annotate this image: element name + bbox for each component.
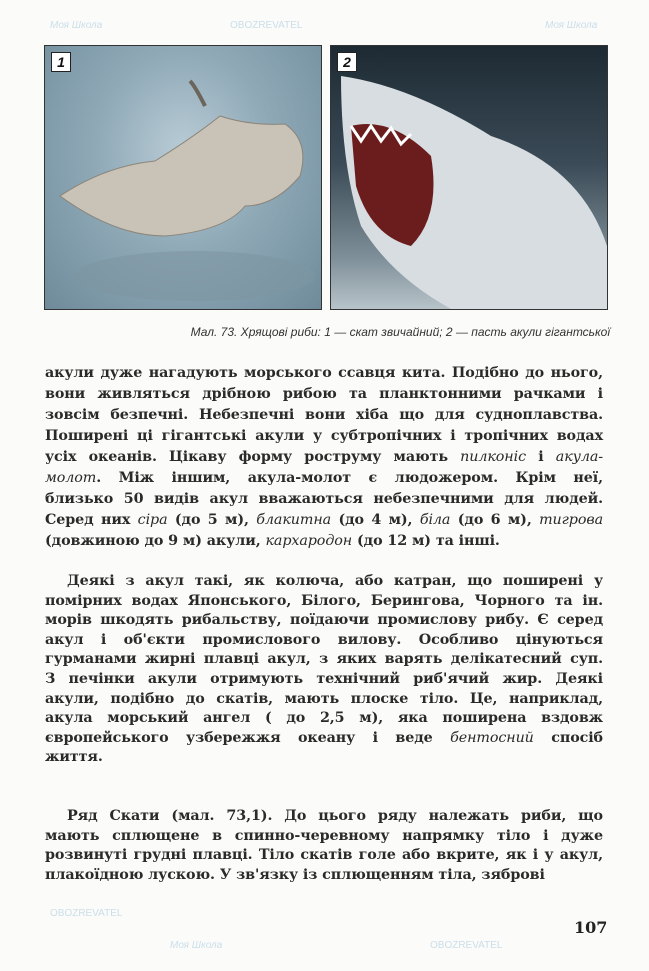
text-segment: зовсім безпечні. Небезпечні вони хіба що для судноплавства. xyxy=(45,407,603,423)
text-line xyxy=(45,510,603,530)
text-segment: плакоїдною лускою. У зв'язку із сплющенням тіла, зяброві xyxy=(45,866,545,883)
text-segment: європейського узбережжя океану і веде xyxy=(45,729,451,746)
text-segment: мають сплющене в спинно-черевному напрямку тіло і дуже xyxy=(45,827,603,844)
figure-caption: Мал. 73. Хрящові риби: 1 — скат звичайний; 2 — пасть акули гігантської xyxy=(190,325,610,339)
italic-term: пилконіс xyxy=(460,449,527,465)
text-line xyxy=(45,669,603,689)
text-segment: (довжиною до 9 м) акули, xyxy=(45,533,266,549)
text-segment: усіх океанів. Цікаву форму роструму мають xyxy=(45,449,461,465)
text-segment: і xyxy=(526,449,556,465)
text-line xyxy=(45,426,603,446)
text-segment: (до 5 м), xyxy=(167,512,257,528)
text-line xyxy=(45,384,603,404)
text-line xyxy=(45,571,603,591)
figure-badge-2: 2 xyxy=(337,52,357,72)
text-segment: близько 50 видів акул вважаються небезпечними для людей. xyxy=(45,491,603,507)
text-line xyxy=(45,747,603,767)
photo-shark-jaws xyxy=(330,45,608,310)
text-line xyxy=(45,447,603,467)
text-line xyxy=(45,363,603,383)
text-line xyxy=(45,489,603,509)
shark-illustration xyxy=(331,46,607,309)
text-segment: морів шкодять рибальству, поїдаючи промислову рибу. Є серед xyxy=(45,612,603,629)
photo-stingray xyxy=(44,45,322,310)
text-line xyxy=(45,806,603,826)
text-segment: Серед них xyxy=(45,512,138,528)
text-line xyxy=(45,708,603,728)
watermark: Моя Школа xyxy=(170,940,223,951)
text-line xyxy=(45,531,603,551)
text-segment: акули, подібно до скатів, мають плоске тіло. Це, наприклад, xyxy=(45,690,603,707)
text-segment: гурманами жирні плавці акул, з яких варять делікатесний суп. xyxy=(45,651,603,668)
text-line xyxy=(45,591,603,611)
italic-term: блакитна xyxy=(256,512,332,528)
text-segment: Поширені ці гігантські акули у субтропічних і тропічних водах xyxy=(45,428,603,444)
text-segment: З печінки акули отримують технічний риб'ячий жир. Деякі xyxy=(45,671,603,687)
italic-term: біла xyxy=(419,512,451,528)
text-segment: (до 4 м), xyxy=(331,512,420,528)
text-segment: . Між іншим, акула-молот є людожером. Крім неї, xyxy=(96,470,603,486)
text-line xyxy=(45,649,603,669)
italic-term: акула- xyxy=(555,449,603,465)
text-line xyxy=(45,865,603,885)
text-segment: акули дуже нагадують морського ссавця кита. Подібно до нього, xyxy=(45,365,603,381)
text-line xyxy=(45,630,603,650)
italic-term: кархародон xyxy=(265,533,353,549)
watermark: Моя Школа xyxy=(50,20,103,31)
text-segment: акула морський ангел ( до 2,5 м), яка поширена вздовж xyxy=(45,710,603,727)
text-line xyxy=(45,405,603,425)
text-segment: (до 12 м) та інші. xyxy=(352,533,500,549)
watermark: Моя Школа xyxy=(545,20,598,31)
figure-badge-1: 1 xyxy=(51,52,71,72)
text-segment: вони живляться дрібною рибою та планктонними рачками і xyxy=(45,386,603,402)
watermark: OBOZREVATEL xyxy=(430,940,503,951)
watermark: OBOZREVATEL xyxy=(230,20,303,31)
text-line xyxy=(45,610,603,630)
text-line xyxy=(45,468,603,488)
text-segment: (до 6 м), xyxy=(450,512,540,528)
italic-term: тигрова xyxy=(539,512,603,528)
italic-term: молот xyxy=(45,470,97,486)
text-segment: розвинуті грудні плавці. Тіло скатів голе або вкрите, як і у акул, xyxy=(45,847,603,864)
text-line xyxy=(45,689,603,709)
text-line xyxy=(45,826,603,846)
text-segment: спосіб xyxy=(533,729,603,746)
text-segment: життя. xyxy=(45,749,103,766)
text-segment: Ряд Скати xyxy=(67,808,160,824)
text-line xyxy=(45,728,603,748)
watermark: OBOZREVATEL xyxy=(50,908,123,919)
italic-term: бентосний xyxy=(450,729,534,746)
text-segment: помірних водах Японського, Білого, Берингова, Чорного та ін. xyxy=(45,592,603,609)
text-segment: Деякі з акул такі, як колюча, або катран, що поширені у xyxy=(67,573,603,589)
text-segment: акул і об'єкти промислового вилову. Особливо цінуються xyxy=(45,631,603,648)
page-number: 107 xyxy=(574,918,608,937)
text-segment: (мал. 73,1). До цього ряду належать риби, що xyxy=(159,808,603,824)
text-line xyxy=(45,845,603,865)
italic-term: сіра xyxy=(137,512,168,528)
stingray-illustration xyxy=(45,46,321,309)
